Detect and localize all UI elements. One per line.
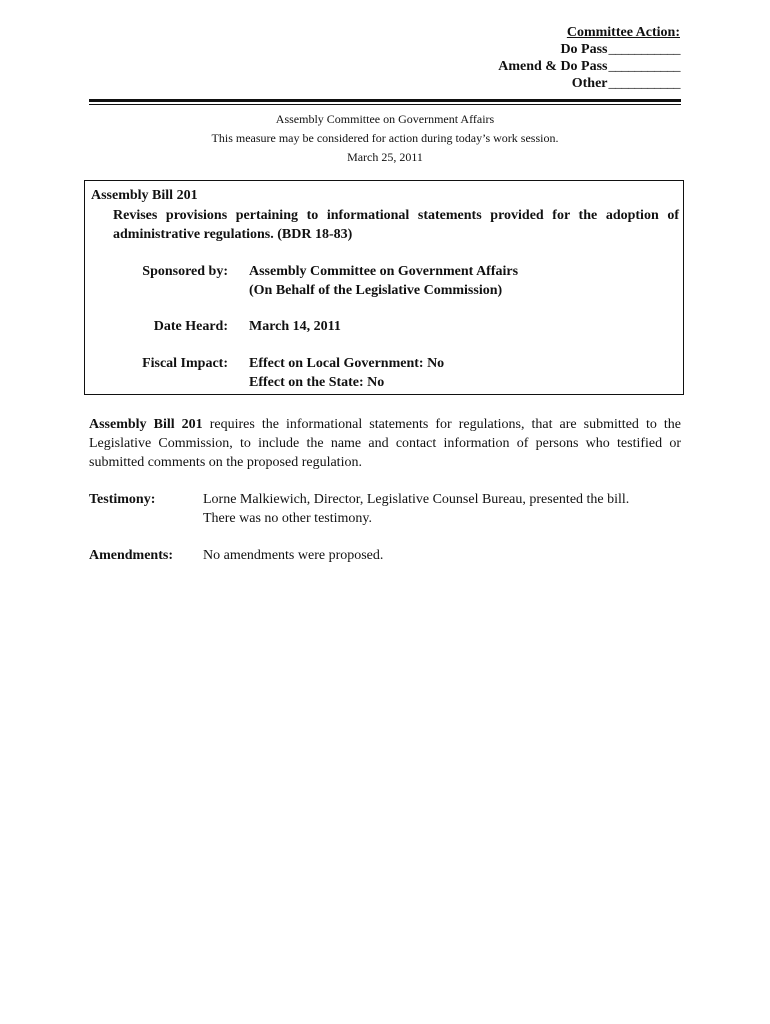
action-amend-do-pass [498,58,680,75]
committee-action-title: Committee Action: [566,25,680,40]
amendments-text: No amendments were proposed. [203,548,384,563]
fiscal-local-government: Effect on Local Government: No [249,356,445,371]
action-blank: ___________ [608,42,680,57]
header-rule-thin [89,104,681,105]
action-label: Other [571,76,608,91]
bill-title: Assembly Bill 201 [91,188,198,203]
testimony-text [203,490,683,528]
sponsor-line-1: Assembly Committee on Government Affairs [249,264,519,279]
header-rule-thick [89,99,681,102]
session-date: March 25, 2011 [347,150,423,164]
amendments-label: Amendments: [89,548,173,563]
action-blank: ___________ [608,59,680,74]
testimony-label: Testimony: [89,492,156,507]
action-do-pass [498,41,680,58]
summary-text: requires the informational statements for regulations, that are submitted to the Legislative Commission, to include the name and contact information of persons who testified or submitted comments on the proposed regulation. [89,417,681,470]
action-label: Do Pass [560,42,608,57]
committee-name: Assembly Committee on Government Affairs [275,112,495,126]
sponsor-line-2: (On Behalf of the Legislative Commission) [249,283,503,298]
date-heard-label: Date Heard: [153,319,228,334]
bill-summary-paragraph [89,415,681,472]
action-blank: ___________ [608,76,680,91]
document-header [89,110,681,167]
action-label: Amend & Do Pass [498,59,608,74]
testimony-line-1: Lorne Malkiewich, Director, Legislative Counsel Bureau, presented the bill. [203,492,630,507]
date-heard-value: March 14, 2011 [249,319,341,334]
work-session-note: This measure may be considered for action during today’s work session. [211,131,559,145]
fiscal-state: Effect on the State: No [249,375,385,390]
testimony-line-2: There was no other testimony. [203,511,372,526]
sponsored-by-label: Sponsored by: [142,264,228,279]
committee-action-block [498,24,680,92]
fiscal-impact-label: Fiscal Impact: [142,356,228,371]
bill-description: Revises provisions pertaining to informational statements provided for the adoption of administrative regulations. (BDR 18-83) [113,208,679,242]
bill-summary-box [84,180,684,395]
action-other [498,75,680,92]
summary-bill-reference: Assembly Bill 201 [89,417,203,432]
